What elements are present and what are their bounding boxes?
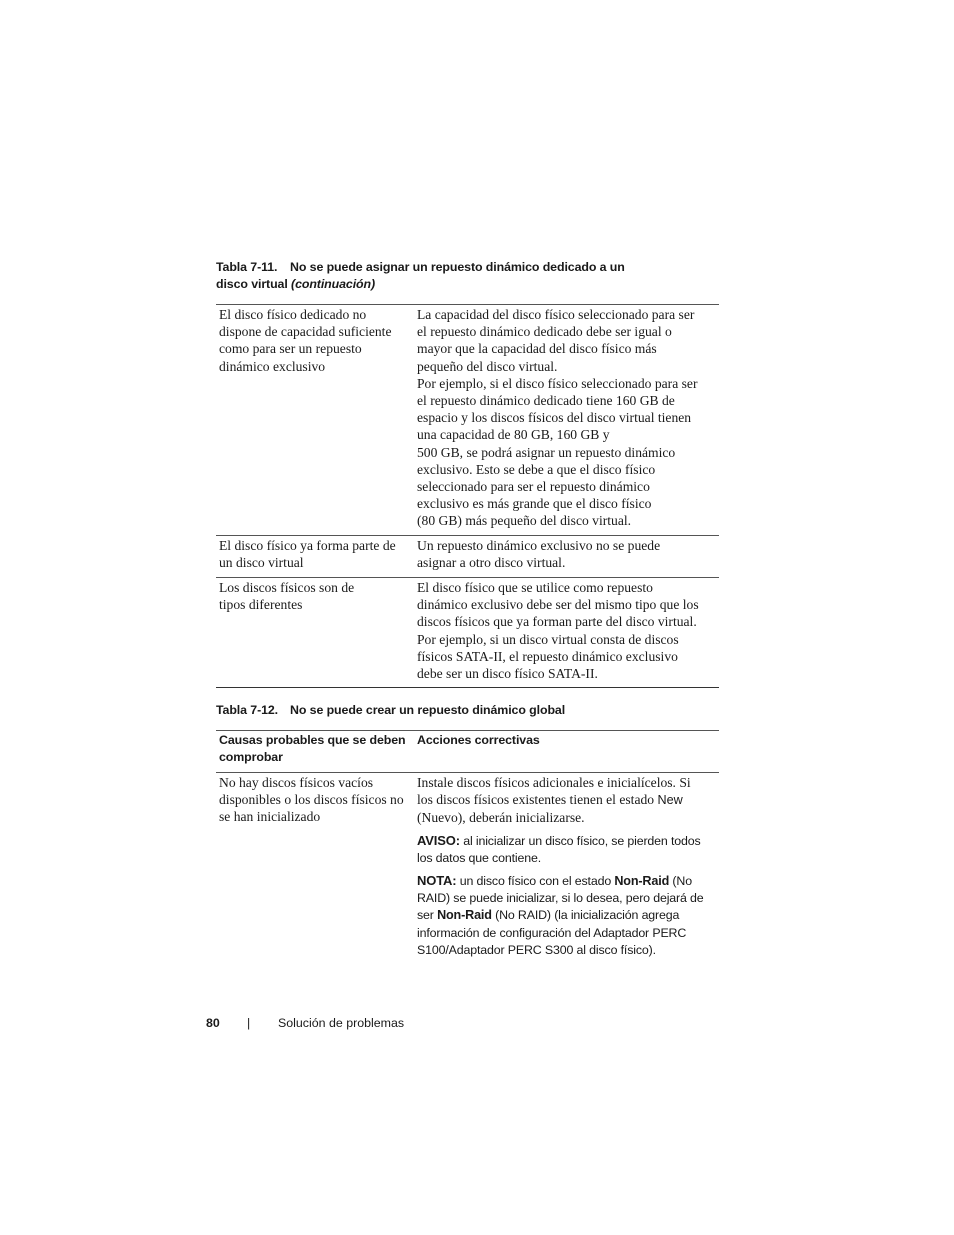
- text-line: Los discos físicos son de: [219, 580, 355, 595]
- text-span: un disco físico con el estado: [456, 874, 615, 888]
- text-line: los datos que contiene.: [417, 851, 541, 866]
- text-line: dispone de capacidad suficiente: [219, 324, 392, 340]
- text-line: tipos diferentes: [219, 597, 303, 613]
- nota-label: NOTA:: [417, 873, 457, 888]
- table1-row3-action: [417, 579, 717, 682]
- text-line: [417, 872, 719, 890]
- text-line: físicos SATA-II, el repuesto dinámico exclusivo: [417, 648, 678, 664]
- table2-top-rule: [216, 730, 719, 731]
- text-line: [417, 832, 719, 850]
- table1-title: No se puede asignar un repuesto dinámico dedicado a un: [290, 260, 625, 274]
- text-line: El disco físico ya forma parte de: [219, 538, 396, 553]
- text-line: seleccionado para ser el repuesto dinámico: [417, 479, 650, 495]
- state-term-non-raid: Non-Raid: [437, 908, 492, 923]
- text-line: El disco físico que se utilice como repuesto: [417, 580, 653, 595]
- text-line: el repuesto dinámico dedicado tiene 160 GB de: [417, 393, 675, 409]
- table1-row-divider: [216, 535, 719, 536]
- text-line: La capacidad del disco físico seleccionado para ser: [417, 307, 695, 322]
- text-span: ser: [417, 908, 438, 923]
- text-line: se han inicializado: [219, 809, 321, 825]
- text-line: dinámico exclusivo: [219, 358, 326, 374]
- text-line: Por ejemplo, si un disco virtual consta de discos: [417, 631, 679, 647]
- text-span: (No RAID) (la inicialización agrega: [491, 908, 680, 923]
- table1-caption: [216, 259, 625, 293]
- text-line: Un repuesto dinámico exclusivo no se puede: [417, 538, 661, 553]
- text-line: Por ejemplo, si el disco físico seleccionado para ser: [417, 375, 698, 391]
- table2-caption: [216, 702, 565, 719]
- table1-number: Tabla 7-11.: [216, 260, 278, 274]
- text-line: disponibles o los discos físicos no: [219, 792, 404, 808]
- text-line: [417, 791, 717, 809]
- table2-header-action: Acciones correctivas: [417, 733, 540, 747]
- page-number: 80: [206, 1016, 220, 1030]
- table2-cause: [219, 774, 416, 826]
- text-line: espacio y los discos físicos del disco virtual tienen: [417, 410, 692, 426]
- text-line: Causas probables que se deben: [219, 733, 406, 747]
- text-line: pequeño del disco virtual.: [417, 358, 558, 374]
- table2-number: Tabla 7-12.: [216, 703, 279, 717]
- table1-continued: (continuación): [291, 277, 375, 291]
- table1-row2-cause: [219, 537, 414, 571]
- footer-separator: |: [247, 1016, 251, 1030]
- text-line: El disco físico dedicado no: [219, 307, 367, 322]
- table1-row-divider: [216, 577, 719, 578]
- text-line: No hay discos físicos vacíos: [219, 775, 374, 790]
- table1-row2-action: [417, 537, 717, 571]
- text-line: 500 GB, se podrá asignar un repuesto dinámico: [417, 444, 676, 460]
- text-line: exclusivo es más grande que el disco físico: [417, 496, 652, 512]
- text-line: RAID) se puede inicializar, si lo desea, pero dejará de: [417, 891, 704, 906]
- table2-title: No se puede crear un repuesto dinámico global: [290, 703, 566, 717]
- table2-action: [417, 774, 717, 827]
- text-span: al inicializar un disco físico, se pierden todos: [459, 834, 701, 848]
- table2-header-rule: [216, 772, 719, 773]
- text-line: (80 GB) más pequeño del disco virtual.: [417, 513, 632, 529]
- text-line: debe ser un disco físico SATA-II.: [417, 666, 598, 682]
- aviso-label: AVISO:: [417, 833, 460, 848]
- text-line: un disco virtual: [219, 555, 304, 571]
- text-line: S100/Adaptador PERC S300 al disco físico).: [417, 942, 656, 957]
- table1-top-rule: [216, 304, 719, 305]
- text-line: (Nuevo), deberán inicializarse.: [417, 810, 585, 826]
- text-line: discos físicos que ya forman parte del disco virtual.: [417, 614, 697, 630]
- aviso-notice: [417, 832, 719, 867]
- text-line: el repuesto dinámico dedicado debe ser igual o: [417, 324, 672, 340]
- text-span: los discos físicos existentes tienen el estado: [417, 792, 658, 808]
- text-line: [417, 907, 719, 924]
- text-line: exclusivo. Esto se debe a que el disco físico: [417, 461, 656, 477]
- nota-notice: [417, 872, 719, 959]
- text-line: comprobar: [219, 750, 283, 764]
- footer-section-title: Solución de problemas: [278, 1016, 405, 1030]
- table2-header-cause: [219, 732, 414, 766]
- state-term-non-raid: Non-Raid: [614, 874, 670, 888]
- text-span: (No: [669, 874, 692, 888]
- table1-row1-cause: [219, 306, 414, 375]
- text-line: Instale discos físicos adicionales e inicialícelos. Si: [417, 775, 691, 790]
- text-line: una capacidad de 80 GB, 160 GB y: [417, 427, 610, 443]
- table1-bottom-rule: [216, 687, 719, 688]
- state-term-new: New: [657, 793, 683, 808]
- table1-row1-action: [417, 306, 717, 530]
- table1-title-line2: disco virtual: [216, 277, 288, 291]
- text-line: asignar a otro disco virtual.: [417, 555, 566, 571]
- text-line: dinámico exclusivo debe ser del mismo tipo que los: [417, 597, 699, 613]
- text-line: información de configuración del Adaptador PERC: [417, 925, 687, 940]
- text-line: mayor que la capacidad del disco físico más: [417, 341, 657, 357]
- table1-row3-cause: [219, 579, 414, 613]
- text-line: como para ser un repuesto: [219, 341, 362, 357]
